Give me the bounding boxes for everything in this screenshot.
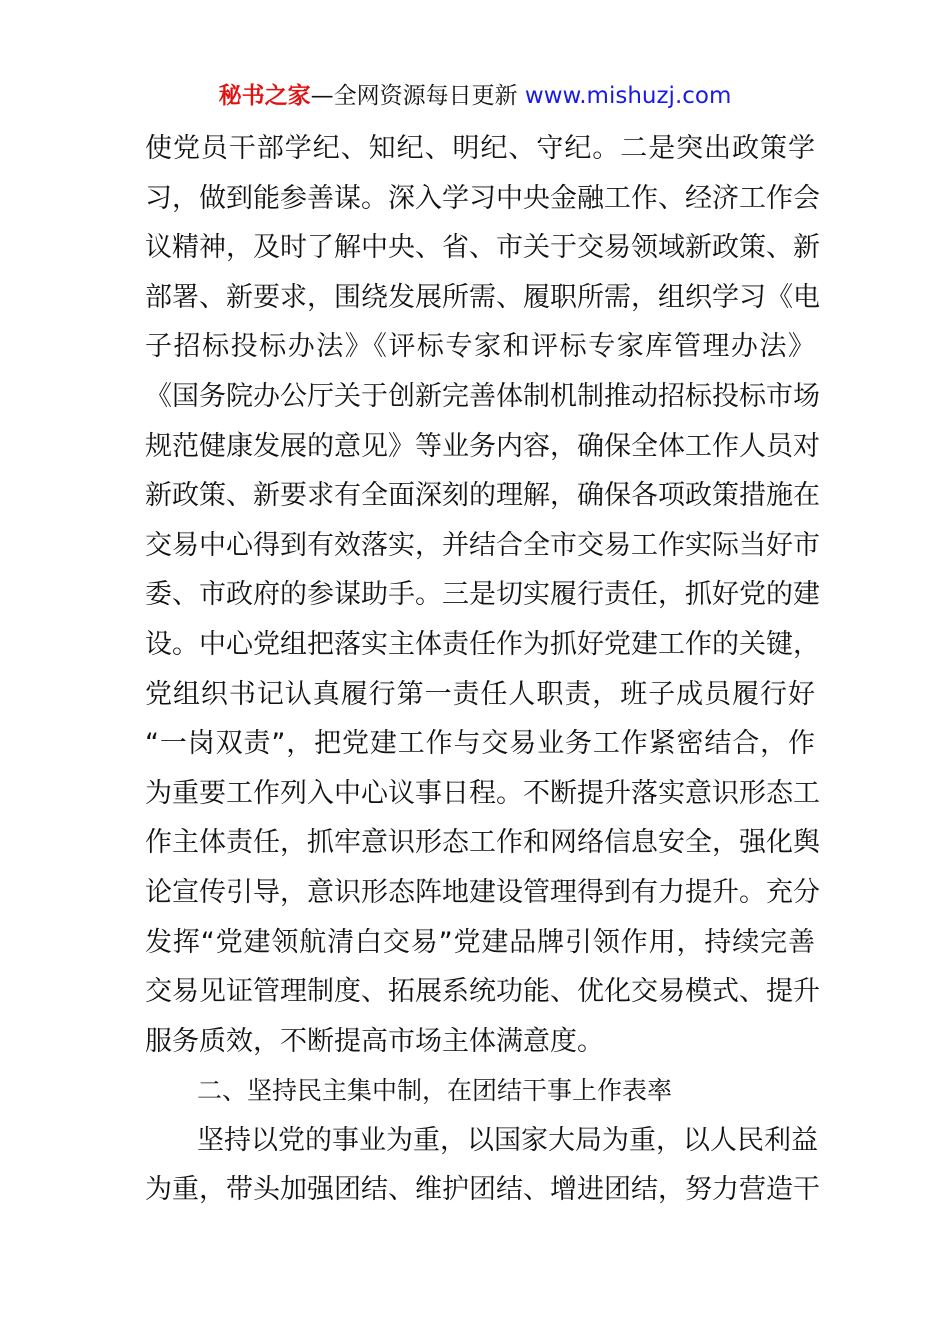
section-heading: 二、坚持民主集中制，在团结干事上作表率 — [197, 1076, 673, 1106]
text-line: 规范健康发展的意见》等业务内容，确保全体工作人员对 — [145, 430, 820, 462]
site-brand: 秘书之家 — [218, 83, 311, 109]
text-line: 服务质效，不断提高市场主体满意度。 — [145, 1025, 604, 1057]
site-url[interactable]: www.mishuzj.com — [524, 83, 732, 109]
text-line: 坚持以党的事业为重，以国家大局为重，以人民利益 — [197, 1124, 818, 1156]
text-line: 为重要工作列入中心议事日程。不断提升落实意识形态工 — [145, 777, 820, 809]
site-tagline: —全网资源每日更新 — [310, 83, 518, 109]
text-line: “一岗双责”，把党建工作与交易业务工作紧密结合，作 — [145, 728, 815, 760]
text-line: 使党员干部学纪、知纪、明纪、守纪。二是突出政策学 — [145, 133, 815, 164]
text-line: 为重，带头加强团结、维护团结、增进团结，努力营造干 — [145, 1174, 820, 1206]
text-line: 发挥“党建领航清白交易”党建品牌引领作用，持续完善 — [145, 926, 815, 958]
text-line: 子招标投标办法》《评标专家和评标专家库管理办法》 — [145, 331, 815, 363]
text-line: 委、市政府的参谋助手。三是切实履行责任，抓好党的建 — [145, 579, 820, 611]
text-line: 论宣传引导，意识形态阵地建设管理得到有力提升。充分 — [145, 876, 820, 908]
text-line: 设。中心党组把落实主体责任作为抓好党建工作的关键， — [145, 628, 820, 660]
text-line: 习，做到能参善谋。深入学习中央金融工作、经济工作会 — [145, 182, 820, 214]
text-line: 作主体责任，抓牢意识形态工作和网络信息安全，强化舆 — [145, 827, 820, 859]
page-header — [0, 80, 950, 112]
text-line: 党组织书记认真履行第一责任人职责，班子成员履行好 — [145, 678, 815, 710]
text-line: 交易中心得到有效落实，并结合全市交易工作实际当好市 — [145, 529, 820, 561]
text-line: 部署、新要求，围绕发展所需、履职所需，组织学习《电 — [145, 281, 820, 313]
text-line: 新政策、新要求有全面深刻的理解，确保各项政策措施在 — [145, 480, 820, 512]
text-line: 交易见证管理制度、拓展系统功能、优化交易模式、提升 — [145, 976, 820, 1008]
text-line: 议精神，及时了解中央、省、市关于交易领域新政策、新 — [145, 232, 820, 264]
document-body — [145, 124, 820, 1215]
text-line: 《国务院办公厅关于创新完善体制机制推动招标投标市场 — [145, 380, 820, 412]
